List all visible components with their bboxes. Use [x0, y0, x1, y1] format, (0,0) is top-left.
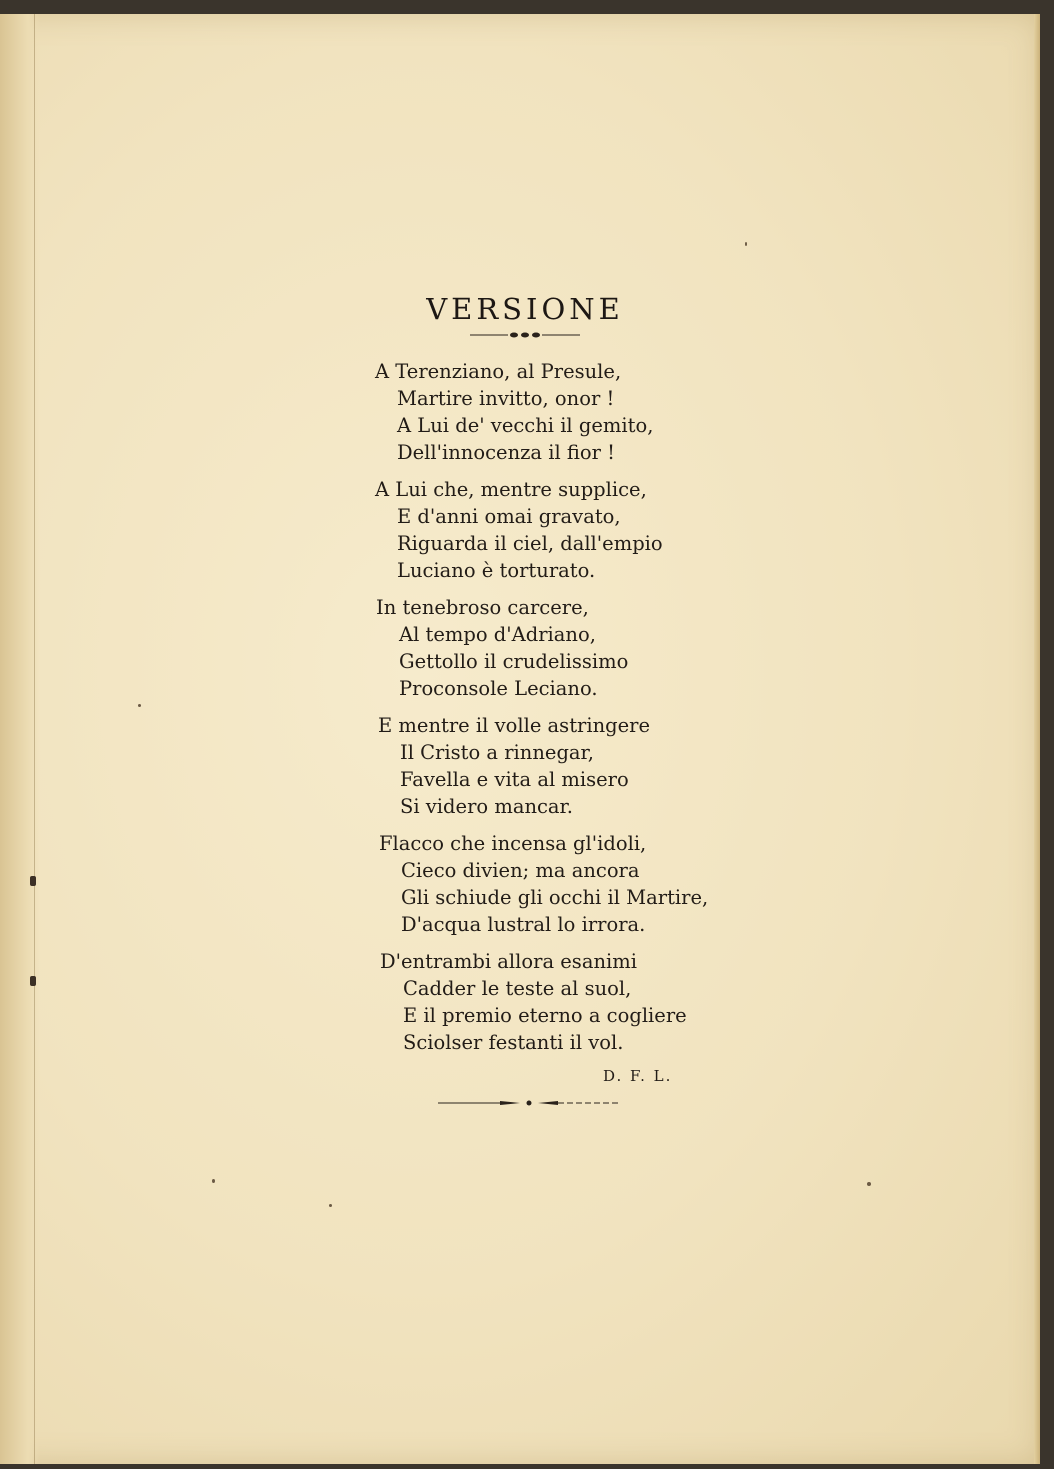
poem-line: Luciano è torturato.: [397, 559, 596, 582]
paper-speck: [745, 242, 747, 246]
poem-stanza: [0, 594, 1040, 702]
poem-stanza: [0, 948, 1040, 1056]
poem-line: Al tempo d'Adriano,: [399, 623, 596, 646]
paper-speck: [212, 1179, 215, 1183]
end-ornament-icon: [438, 1097, 620, 1109]
poem-stanza: [0, 712, 1040, 820]
poem-line: Proconsole Leciano.: [399, 677, 598, 700]
poem-title: VERSIONE: [426, 292, 624, 326]
poem-line: A Lui de' vecchi il gemito,: [397, 414, 654, 437]
poem-line: Dell'innocenza il fior !: [397, 441, 615, 464]
book-page: [0, 14, 1040, 1464]
poem-line: Martire invitto, onor !: [397, 387, 615, 410]
poem-line: Il Cristo a rinnegar,: [400, 741, 594, 764]
paper-speck: [329, 1204, 332, 1207]
poem-line: Si videro mancar.: [400, 795, 573, 818]
poem-line: E mentre il volle astringere: [378, 714, 651, 737]
poem-line: Cadder le teste al suol,: [403, 977, 632, 1000]
poem-line: In tenebroso carcere,: [376, 596, 589, 619]
poem-stanza: [0, 476, 1040, 584]
poem-line: Riguarda il ciel, dall'empio: [397, 532, 663, 555]
poem-line: A Terenziano, al Presule,: [375, 360, 622, 383]
poem-stanza: [0, 358, 1040, 466]
poem-line: Sciolser festanti il vol.: [403, 1031, 624, 1054]
poem-line: Favella e vita al misero: [400, 768, 629, 791]
poem-line: Gettollo il crudelissimo: [399, 650, 629, 673]
poem-line: Gli schiude gli occhi il Martire,: [401, 886, 709, 909]
poem-line: E il premio eterno a cogliere: [403, 1004, 687, 1027]
paper-speck: [867, 1182, 871, 1186]
poem-body: [0, 358, 1040, 1066]
poem-line: D'entrambi allora esanimi: [380, 950, 637, 973]
title-ornament-icon: [470, 329, 580, 341]
poem-line: Flacco che incensa gl'idoli,: [379, 832, 647, 855]
poem-line: D'acqua lustral lo irrora.: [401, 913, 646, 936]
poem-line: E d'anni omai gravato,: [397, 505, 621, 528]
author-signature: D. F. L.: [603, 1067, 673, 1085]
poem-stanza: [0, 830, 1040, 938]
poem-line: A Lui che, mentre supplice,: [375, 478, 647, 501]
poem-line: Cieco divien; ma ancora: [401, 859, 640, 882]
